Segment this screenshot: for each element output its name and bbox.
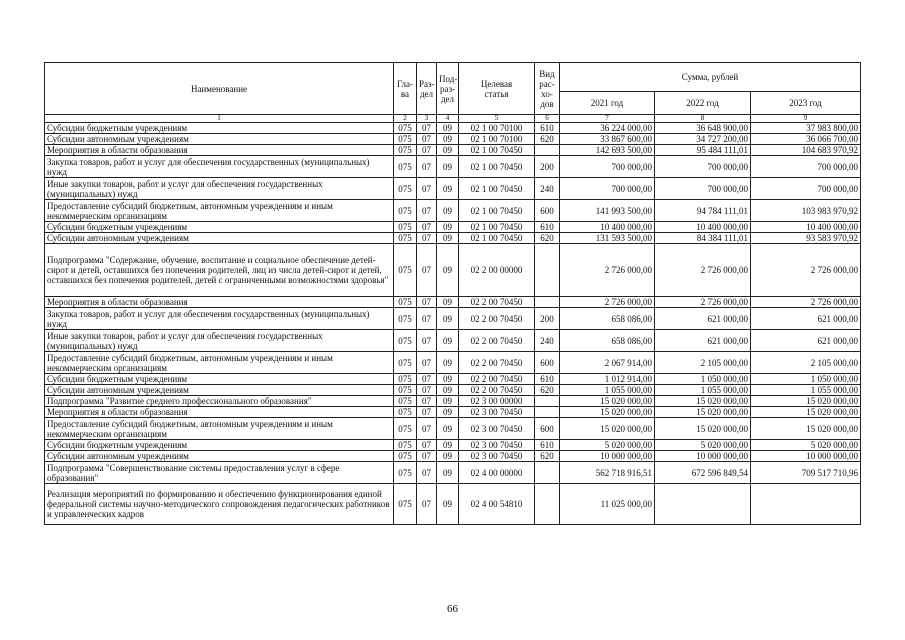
row-name: Субсидии бюджетным учреждениям xyxy=(45,123,394,134)
table-row xyxy=(45,233,861,244)
row-glava: 075 xyxy=(394,352,417,374)
table-row xyxy=(45,330,861,352)
row-statya: 02 1 00 70450 xyxy=(459,156,535,178)
row-amount-2022: 10 000 000,00 xyxy=(655,451,751,462)
row-podrazdel: 09 xyxy=(437,156,459,178)
row-vid xyxy=(535,462,560,484)
row-amount-2023: 1 050 000,00 xyxy=(751,374,861,385)
row-statya: 02 2 00 70450 xyxy=(459,330,535,352)
row-amount-2021: 562 718 916,51 xyxy=(560,462,655,484)
row-amount-2022: 2 105 000,00 xyxy=(655,352,751,374)
row-razdel: 07 xyxy=(417,451,437,462)
row-amount-2021: 1 012 914,00 xyxy=(560,374,655,385)
row-vid xyxy=(535,297,560,308)
table-row xyxy=(45,484,861,525)
row-name: Подпрограмма "Содержание, обучение, воспитание и социальное обеспечение детей-сирот и детей, оставшихся без попечения родителей, лиц из числа детей-сирот и детей, оставшихся без попечения родителей, детей с ограниченными возможностями здоровья" xyxy=(45,244,394,297)
row-name: Мероприятия в области образования xyxy=(45,297,394,308)
row-name: Иные закупки товаров, работ и услуг для обеспечения государственных (муниципальных) нужд xyxy=(45,178,394,200)
row-podrazdel: 09 xyxy=(437,244,459,297)
row-statya: 02 3 00 00000 xyxy=(459,396,535,407)
table-row xyxy=(45,374,861,385)
row-statya: 02 1 00 70100 xyxy=(459,134,535,145)
row-statya: 02 2 00 70450 xyxy=(459,352,535,374)
row-amount-2023: 2 105 000,00 xyxy=(751,352,861,374)
row-amount-2023: 1 055 000,00 xyxy=(751,385,861,396)
row-podrazdel: 09 xyxy=(437,297,459,308)
row-razdel: 07 xyxy=(417,418,437,440)
row-name: Мероприятия в области образования xyxy=(45,407,394,418)
row-vid xyxy=(535,407,560,418)
row-glava: 075 xyxy=(394,297,417,308)
header-summa: Сумма, рублей xyxy=(560,63,861,92)
row-name: Подпрограмма "Развитие среднего профессионального образования" xyxy=(45,396,394,407)
row-statya: 02 1 00 70450 xyxy=(459,200,535,222)
row-amount-2023: 700 000,00 xyxy=(751,156,861,178)
row-statya: 02 1 00 70450 xyxy=(459,222,535,233)
row-vid: 610 xyxy=(535,374,560,385)
row-razdel: 07 xyxy=(417,145,437,156)
row-amount-2021: 5 020 000,00 xyxy=(560,440,655,451)
row-razdel: 07 xyxy=(417,385,437,396)
row-podrazdel: 09 xyxy=(437,178,459,200)
row-razdel: 07 xyxy=(417,396,437,407)
row-name: Субсидии автономным учреждениям xyxy=(45,134,394,145)
row-amount-2022: 621 000,00 xyxy=(655,330,751,352)
table-row xyxy=(45,123,861,134)
row-podrazdel: 09 xyxy=(437,440,459,451)
row-amount-2022: 94 784 111,01 xyxy=(655,200,751,222)
row-vid: 610 xyxy=(535,222,560,233)
row-name: Субсидии бюджетным учреждениям xyxy=(45,374,394,385)
table-row xyxy=(45,407,861,418)
col-number: 7 xyxy=(560,115,655,123)
row-razdel: 07 xyxy=(417,123,437,134)
row-amount-2023: 103 983 970,92 xyxy=(751,200,861,222)
row-amount-2022: 15 020 000,00 xyxy=(655,396,751,407)
row-amount-2022: 1 055 000,00 xyxy=(655,385,751,396)
row-amount-2022: 36 648 900,00 xyxy=(655,123,751,134)
row-podrazdel: 09 xyxy=(437,407,459,418)
row-statya: 02 1 00 70450 xyxy=(459,145,535,156)
row-amount-2021: 658 086,00 xyxy=(560,330,655,352)
table-row xyxy=(45,297,861,308)
header-year-2023: 2023 год xyxy=(751,92,861,115)
row-podrazdel: 09 xyxy=(437,233,459,244)
row-podrazdel: 09 xyxy=(437,352,459,374)
header-podrazdel: Под- раз- дел xyxy=(437,63,459,115)
row-podrazdel: 09 xyxy=(437,123,459,134)
row-glava: 075 xyxy=(394,244,417,297)
table-body xyxy=(45,123,861,525)
row-glava: 075 xyxy=(394,462,417,484)
header-cel-statya: Целевая статья xyxy=(459,63,535,115)
table-row xyxy=(45,418,861,440)
row-amount-2022: 621 000,00 xyxy=(655,308,751,330)
row-podrazdel: 09 xyxy=(437,222,459,233)
row-name: Предоставление субсидий бюджетным, автономным учреждениям и иным некоммерческим организациям xyxy=(45,418,394,440)
budget-table xyxy=(44,62,861,525)
row-statya: 02 4 00 54810 xyxy=(459,484,535,525)
column-number-row xyxy=(45,115,861,123)
row-name: Мероприятия в области образования xyxy=(45,145,394,156)
row-amount-2022: 34 727 200,00 xyxy=(655,134,751,145)
row-vid xyxy=(535,484,560,525)
row-vid: 610 xyxy=(535,440,560,451)
row-glava: 075 xyxy=(394,156,417,178)
row-glava: 075 xyxy=(394,385,417,396)
col-number: 9 xyxy=(751,115,861,123)
row-statya: 02 3 00 70450 xyxy=(459,407,535,418)
row-razdel: 07 xyxy=(417,134,437,145)
row-razdel: 07 xyxy=(417,484,437,525)
row-podrazdel: 09 xyxy=(437,418,459,440)
row-amount-2022: 672 596 849,54 xyxy=(655,462,751,484)
row-amount-2022 xyxy=(655,484,751,525)
row-statya: 02 2 00 70450 xyxy=(459,374,535,385)
row-glava: 075 xyxy=(394,308,417,330)
row-podrazdel: 09 xyxy=(437,145,459,156)
col-number: 1 xyxy=(45,115,394,123)
row-amount-2023: 700 000,00 xyxy=(751,178,861,200)
row-glava: 075 xyxy=(394,407,417,418)
row-amount-2023: 10 400 000,00 xyxy=(751,222,861,233)
row-amount-2023: 709 517 710,96 xyxy=(751,462,861,484)
row-amount-2023: 2 726 000,00 xyxy=(751,297,861,308)
row-podrazdel: 09 xyxy=(437,484,459,525)
table-row xyxy=(45,451,861,462)
table-row xyxy=(45,222,861,233)
row-amount-2023: 104 683 970,92 xyxy=(751,145,861,156)
row-amount-2021: 142 693 500,00 xyxy=(560,145,655,156)
table-row xyxy=(45,145,861,156)
row-razdel: 07 xyxy=(417,233,437,244)
row-amount-2023: 2 726 000,00 xyxy=(751,244,861,297)
table-row xyxy=(45,156,861,178)
row-razdel: 07 xyxy=(417,352,437,374)
row-glava: 075 xyxy=(394,178,417,200)
row-glava: 075 xyxy=(394,440,417,451)
row-amount-2021: 700 000,00 xyxy=(560,178,655,200)
header-row-top xyxy=(45,63,861,92)
row-vid: 600 xyxy=(535,200,560,222)
row-vid: 610 xyxy=(535,123,560,134)
row-name: Закупка товаров, работ и услуг для обеспечения государственных (муниципальных) нужд xyxy=(45,308,394,330)
row-amount-2022: 15 020 000,00 xyxy=(655,418,751,440)
row-amount-2023 xyxy=(751,484,861,525)
row-glava: 075 xyxy=(394,374,417,385)
row-vid: 200 xyxy=(535,156,560,178)
row-amount-2021: 1 055 000,00 xyxy=(560,385,655,396)
row-amount-2022: 2 726 000,00 xyxy=(655,297,751,308)
table-row xyxy=(45,440,861,451)
row-vid xyxy=(535,145,560,156)
row-amount-2021: 658 086,00 xyxy=(560,308,655,330)
row-amount-2021: 141 993 500,00 xyxy=(560,200,655,222)
row-amount-2023: 621 000,00 xyxy=(751,308,861,330)
row-podrazdel: 09 xyxy=(437,134,459,145)
table-row xyxy=(45,134,861,145)
row-glava: 075 xyxy=(394,396,417,407)
row-amount-2021: 15 020 000,00 xyxy=(560,407,655,418)
row-name: Закупка товаров, работ и услуг для обеспечения государственных (муниципальных) нужд xyxy=(45,156,394,178)
row-statya: 02 1 00 70450 xyxy=(459,178,535,200)
row-razdel: 07 xyxy=(417,330,437,352)
row-amount-2023: 621 000,00 xyxy=(751,330,861,352)
table-row xyxy=(45,396,861,407)
col-number: 6 xyxy=(535,115,560,123)
row-name: Реализация мероприятий по формированию и обеспечению функционирования единой федеральной системы научно-методического сопровождения педагогических работников и управленческих кадров xyxy=(45,484,394,525)
row-vid: 240 xyxy=(535,330,560,352)
row-amount-2021: 2 726 000,00 xyxy=(560,244,655,297)
row-name: Субсидии автономным учреждениям xyxy=(45,451,394,462)
row-statya: 02 2 00 70450 xyxy=(459,308,535,330)
row-statya: 02 3 00 70450 xyxy=(459,451,535,462)
row-amount-2021: 10 000 000,00 xyxy=(560,451,655,462)
row-name: Субсидии автономным учреждениям xyxy=(45,233,394,244)
row-podrazdel: 09 xyxy=(437,396,459,407)
row-amount-2022: 15 020 000,00 xyxy=(655,407,751,418)
row-razdel: 07 xyxy=(417,374,437,385)
row-statya: 02 3 00 70450 xyxy=(459,418,535,440)
table-row xyxy=(45,178,861,200)
row-amount-2021: 33 867 600,00 xyxy=(560,134,655,145)
row-vid: 600 xyxy=(535,352,560,374)
row-vid: 620 xyxy=(535,134,560,145)
col-number: 3 xyxy=(417,115,437,123)
row-vid xyxy=(535,244,560,297)
row-amount-2023: 10 000 000,00 xyxy=(751,451,861,462)
row-vid: 600 xyxy=(535,418,560,440)
row-vid: 240 xyxy=(535,178,560,200)
header-year-2021: 2021 год xyxy=(560,92,655,115)
row-amount-2022: 2 726 000,00 xyxy=(655,244,751,297)
row-glava: 075 xyxy=(394,145,417,156)
row-amount-2021: 2 726 000,00 xyxy=(560,297,655,308)
row-amount-2021: 15 020 000,00 xyxy=(560,418,655,440)
row-amount-2022: 1 050 000,00 xyxy=(655,374,751,385)
row-glava: 075 xyxy=(394,123,417,134)
row-statya: 02 2 00 70450 xyxy=(459,297,535,308)
table-row xyxy=(45,200,861,222)
row-razdel: 07 xyxy=(417,297,437,308)
row-statya: 02 2 00 00000 xyxy=(459,244,535,297)
col-number: 8 xyxy=(655,115,751,123)
col-number: 2 xyxy=(394,115,417,123)
row-razdel: 07 xyxy=(417,308,437,330)
row-statya: 02 1 00 70100 xyxy=(459,123,535,134)
row-podrazdel: 09 xyxy=(437,200,459,222)
row-glava: 075 xyxy=(394,200,417,222)
row-podrazdel: 09 xyxy=(437,308,459,330)
row-razdel: 07 xyxy=(417,462,437,484)
row-podrazdel: 09 xyxy=(437,374,459,385)
row-amount-2022: 700 000,00 xyxy=(655,178,751,200)
row-glava: 075 xyxy=(394,222,417,233)
row-name: Предоставление субсидий бюджетным, автономным учреждениям и иным некоммерческим организациям xyxy=(45,200,394,222)
row-amount-2023: 36 066 700,00 xyxy=(751,134,861,145)
page-number: 66 xyxy=(447,603,458,615)
table-row xyxy=(45,308,861,330)
row-glava: 075 xyxy=(394,233,417,244)
row-amount-2023: 5 020 000,00 xyxy=(751,440,861,451)
row-podrazdel: 09 xyxy=(437,330,459,352)
row-podrazdel: 09 xyxy=(437,451,459,462)
row-vid: 620 xyxy=(535,451,560,462)
row-amount-2023: 15 020 000,00 xyxy=(751,407,861,418)
row-name: Субсидии автономным учреждениям xyxy=(45,385,394,396)
row-glava: 075 xyxy=(394,451,417,462)
row-amount-2023: 93 583 970,92 xyxy=(751,233,861,244)
row-amount-2022: 10 400 000,00 xyxy=(655,222,751,233)
row-razdel: 07 xyxy=(417,222,437,233)
row-amount-2021: 15 020 000,00 xyxy=(560,396,655,407)
row-statya: 02 2 00 70450 xyxy=(459,385,535,396)
row-vid: 200 xyxy=(535,308,560,330)
table-row xyxy=(45,244,861,297)
row-statya: 02 4 00 00000 xyxy=(459,462,535,484)
row-amount-2021: 11 025 000,00 xyxy=(560,484,655,525)
row-razdel: 07 xyxy=(417,244,437,297)
row-amount-2021: 2 067 914,00 xyxy=(560,352,655,374)
row-name: Иные закупки товаров, работ и услуг для обеспечения государственных (муниципальных) нужд xyxy=(45,330,394,352)
table-row xyxy=(45,462,861,484)
row-name: Предоставление субсидий бюджетным, автономным учреждениям и иным некоммерческим организациям xyxy=(45,352,394,374)
row-amount-2021: 36 224 000,00 xyxy=(560,123,655,134)
row-podrazdel: 09 xyxy=(437,462,459,484)
header-name: Наименование xyxy=(45,63,394,115)
row-vid: 620 xyxy=(535,385,560,396)
header-glava: Гла- ва xyxy=(394,63,417,115)
row-amount-2021: 700 000,00 xyxy=(560,156,655,178)
row-podrazdel: 09 xyxy=(437,385,459,396)
header-razdel: Раз- дел xyxy=(417,63,437,115)
row-razdel: 07 xyxy=(417,407,437,418)
row-glava: 075 xyxy=(394,134,417,145)
row-amount-2022: 84 384 111,01 xyxy=(655,233,751,244)
row-glava: 075 xyxy=(394,330,417,352)
row-name: Субсидии бюджетным учреждениям xyxy=(45,222,394,233)
row-statya: 02 1 00 70450 xyxy=(459,233,535,244)
col-number: 4 xyxy=(437,115,459,123)
col-number: 5 xyxy=(459,115,535,123)
row-amount-2022: 95 484 111,01 xyxy=(655,145,751,156)
row-glava: 075 xyxy=(394,418,417,440)
row-amount-2023: 37 983 800,00 xyxy=(751,123,861,134)
row-razdel: 07 xyxy=(417,156,437,178)
row-vid xyxy=(535,396,560,407)
row-name: Субсидии бюджетным учреждениям xyxy=(45,440,394,451)
row-amount-2022: 5 020 000,00 xyxy=(655,440,751,451)
row-razdel: 07 xyxy=(417,200,437,222)
row-name: Подпрограмма "Совершенствование системы предоставления услуг в сфере образования" xyxy=(45,462,394,484)
header-vid-rashodov: Вид рас- хо- дов xyxy=(535,63,560,115)
row-razdel: 07 xyxy=(417,440,437,451)
row-amount-2021: 131 593 500,00 xyxy=(560,233,655,244)
row-amount-2022: 700 000,00 xyxy=(655,156,751,178)
table-row xyxy=(45,352,861,374)
row-statya: 02 3 00 70450 xyxy=(459,440,535,451)
row-glava: 075 xyxy=(394,484,417,525)
row-amount-2021: 10 400 000,00 xyxy=(560,222,655,233)
row-razdel: 07 xyxy=(417,178,437,200)
table-row xyxy=(45,385,861,396)
row-vid: 620 xyxy=(535,233,560,244)
row-amount-2023: 15 020 000,00 xyxy=(751,396,861,407)
header-year-2022: 2022 год xyxy=(655,92,751,115)
row-amount-2023: 15 020 000,00 xyxy=(751,418,861,440)
